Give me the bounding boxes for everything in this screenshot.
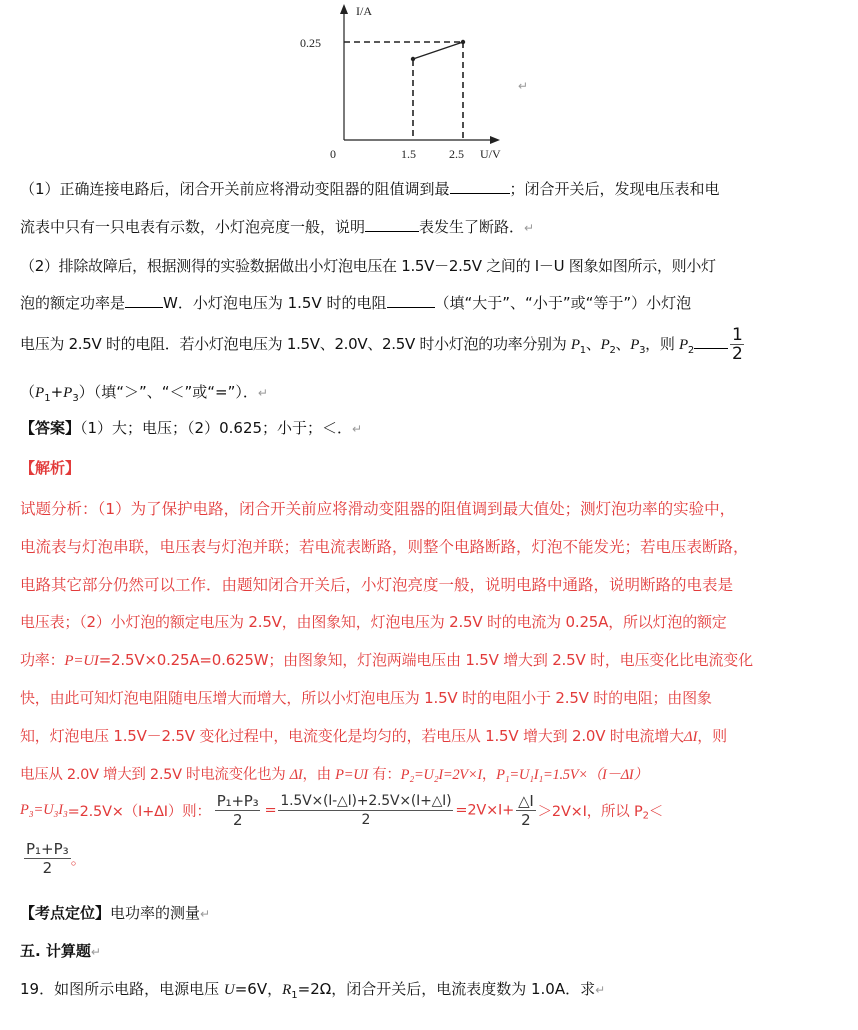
- q2-then: ，则: [645, 335, 680, 353]
- q1-return-mark: ↵: [524, 221, 535, 235]
- analysis-frac-3: [516, 792, 536, 829]
- q2-line1: [20, 255, 716, 276]
- q1-line1: [20, 178, 720, 199]
- analysis-line-1: 试题分析：（1）为了保护电路，闭合开关前应将滑动变阻器的阻值调到最大值处；测灯泡功率的实验中，: [20, 500, 736, 518]
- q2-p1: P: [570, 337, 580, 353]
- point-2-5: [461, 40, 465, 44]
- q2-line3: [20, 326, 744, 363]
- analysis-l8-a: 电压从 2.0V 增大到 2.5V 时电流变化也为: [20, 767, 290, 783]
- q2-line4-p1-sub: 1: [44, 393, 51, 404]
- analysis-l8-b: ，由: [302, 767, 336, 783]
- analysis-l9-d: ＜: [648, 804, 664, 820]
- q2-line4-p3: P: [63, 385, 73, 401]
- q2-p3: P: [630, 337, 640, 353]
- analysis-l9-b: =2V×I+: [455, 802, 515, 819]
- q2-blank-3: [694, 334, 728, 349]
- analysis-l5-formula: P=UI: [64, 653, 99, 669]
- q2-sep1: 、: [585, 335, 601, 353]
- analysis-l8-delta: ΔI: [289, 767, 303, 783]
- analysis-eq: =: [264, 802, 277, 819]
- analysis-l9-c: ＞2V×I，所以 P: [537, 804, 643, 820]
- kaodian-text: 电功率的测量: [110, 904, 201, 922]
- q2-line3-text-group: [20, 333, 728, 356]
- point-1-5: [411, 57, 415, 61]
- answer-label: 【答案】: [20, 419, 81, 437]
- q1-line1-text-a: （1）正确连接电路后，闭合开关前应将滑动变阻器的阻值调到最: [20, 180, 450, 198]
- analysis-line-9: [20, 792, 663, 829]
- analysis-l8-pui: P=UI: [335, 767, 368, 783]
- x-tick-label-1-5: 1.5: [401, 147, 416, 161]
- q2-p2b: P: [679, 337, 688, 353]
- kaodian-label: 【考点定位】: [20, 904, 111, 922]
- analysis-l8-c: 有：: [367, 767, 401, 783]
- q2-p2-sub: 2: [609, 345, 616, 356]
- analysis-frac-3-den: 2: [521, 811, 531, 829]
- q2-half-num: 1: [731, 325, 743, 345]
- answer-return-mark: ↵: [352, 422, 363, 436]
- q19-text-b: =6V，: [234, 980, 283, 998]
- q2-line4-plus: +: [50, 383, 64, 401]
- q2-line1-text: （2）排除故障后，根据测得的实验数据做出小灯泡电压在 1.5V－2.5V 之间的 I－U 图象如图所示，则小灯: [20, 257, 716, 275]
- analysis-l7-a: 知，灯泡电压 1.5V－2.5V 变化过程中，电流变化是均匀的，若电压从 1.5V 增大到 2.0V 时电流增大: [20, 727, 684, 745]
- section-title: 五. 计算题: [20, 942, 91, 960]
- x-axis-arrow: [490, 136, 500, 144]
- analysis-title: 【解析】: [20, 459, 81, 477]
- analysis-frac-1: [215, 792, 261, 829]
- y-axis-arrow: [340, 4, 348, 14]
- q2-line2-text-a: 泡的额定功率是: [20, 294, 126, 312]
- analysis-frac-3-num: △I: [518, 792, 534, 810]
- q1-line2: [20, 216, 534, 237]
- q2-blank-2: [387, 293, 435, 308]
- q19-return-mark: ↵: [595, 983, 606, 997]
- analysis-line-7: [20, 725, 727, 746]
- return-mark: ↵: [518, 79, 529, 93]
- analysis-l5-a: 功率：: [20, 651, 65, 669]
- q2-p2b-sub: 2: [687, 345, 694, 356]
- q2-line4: [20, 381, 268, 404]
- q19-line: [20, 978, 605, 1001]
- q2-p3-sub: 3: [639, 345, 646, 356]
- analysis-line-5: [20, 649, 753, 670]
- analysis-frac-2-den: 2: [361, 812, 371, 828]
- kaodian-return-mark: ↵: [200, 907, 211, 921]
- analysis-l7-delta: ΔI: [683, 729, 698, 745]
- analysis-line-8: [20, 763, 648, 784]
- section-return-mark: ↵: [90, 945, 101, 959]
- analysis-l8-p2: P₂=U₂I=2V×I: [400, 767, 482, 783]
- y-tick-label: 0.25: [300, 36, 321, 50]
- q2-line3-text-a: 电压为 2.5V 时的电阻．若小灯泡电压为 1.5V、2.0V、2.5V 时小灯泡的功率分别为: [20, 335, 571, 353]
- answer-text: （1）大；电压；（2）0.625；小于；＜．: [80, 419, 353, 437]
- analysis-line-2: 电流表与灯泡串联，电压表与灯泡并联；若电流表断路，则整个电路断路，灯泡不能发光；若电压表断路，: [20, 538, 749, 556]
- q2-line2: [20, 292, 691, 313]
- q2-half-den: 2: [731, 344, 743, 364]
- q2-sep2: 、: [615, 335, 631, 353]
- q1-blank-1: [450, 179, 510, 194]
- q1-line1-text-b: ；闭合开关后，发现电压表和电: [509, 180, 720, 198]
- q19-text-a: 19．如图所示电路，电源电压: [20, 980, 224, 998]
- analysis-line-10: [24, 840, 86, 877]
- origin-label: 0: [330, 147, 336, 161]
- analysis-end: 。: [70, 850, 86, 868]
- section-title-line: [20, 940, 101, 961]
- q2-p2: P: [600, 337, 610, 353]
- q2-half-fraction: [730, 326, 745, 363]
- q19-r-sub: 1: [291, 990, 298, 1001]
- q1-line2-text-b: 表发生了断路．: [419, 218, 525, 236]
- analysis-l9-c-sub: 2: [642, 810, 649, 822]
- q2-line4-text-b: ）（填“＞”、“＜”或“=”）．: [78, 383, 258, 401]
- kaodian-line: [20, 902, 210, 923]
- analysis-line-3: 电路其它部分仍然可以工作．由题知闭合开关后，小灯泡亮度一般，说明电路中通路，说明断路的电表是: [20, 576, 734, 594]
- q2-line2-text-c: （填“大于”、“小于”或“等于”）小灯泡: [434, 294, 692, 312]
- q2-return-mark: ↵: [257, 386, 268, 400]
- analysis-line-6: 快，由此可知灯泡电阻随电压增大而增大，所以小灯泡电压为 1.5V 时的电阻小于 2.5V 时的电阻；由图象: [20, 689, 712, 707]
- analysis-frac-2: [278, 792, 453, 829]
- q2-line4-open: （: [20, 383, 36, 401]
- q2-line2-text-b: W．小灯泡电压为 1.5V 时的电阻: [163, 294, 387, 312]
- answer-line: [20, 417, 362, 438]
- q19-text-c: =2Ω，闭合开关后，电流表度数为 1.0A．求: [297, 980, 596, 998]
- analysis-frac-4-num: P₁+P₃: [26, 840, 69, 858]
- q19-u: U: [223, 982, 235, 998]
- analysis-l9-a: =2.5V×（I+ΔI）则：: [67, 804, 211, 820]
- analysis-l7-b: ，则: [697, 727, 727, 745]
- analysis-frac-4-den: 2: [42, 859, 53, 877]
- q2-line4-p3-sub: 3: [72, 393, 79, 404]
- y-axis-label: I/A: [356, 4, 372, 18]
- analysis-l8-d: ，: [481, 767, 497, 783]
- analysis-frac-4: [24, 840, 71, 877]
- analysis-frac-1-den: 2: [232, 811, 243, 829]
- analysis-l8-p1: P₁=U₁I₁=1.5V×（I－ΔI）: [496, 767, 648, 783]
- analysis-l5-b: =2.5V×0.25A=0.625W；由图象知，灯泡两端电压由 1.5V 增大到 2.5V 时，电压变化比电流变化: [98, 651, 753, 669]
- q1-line2-text-a: 流表中只有一只电表有示数，小灯泡亮度一般，说明: [20, 218, 366, 236]
- q1-blank-2: [365, 217, 419, 232]
- analysis-line-4: 电压表；（2）小灯泡的额定电压为 2.5V，由图象知，灯泡电压为 2.5V 时的电流为 0.25A，所以灯泡的额定: [20, 613, 727, 631]
- x-tick-label-2-5: 2.5: [449, 147, 464, 161]
- analysis-frac-1-num: P₁+P₃: [216, 792, 259, 810]
- x-axis-label: U/V: [480, 147, 501, 161]
- analysis-l9-p3: P₃=U₃I₃: [20, 802, 68, 818]
- q19-r: R: [282, 982, 292, 998]
- i-u-graph: [0, 0, 540, 170]
- q2-blank-1: [125, 293, 163, 308]
- analysis-frac-2-num: 1.5V×(I-△I)+2.5V×(I+△I): [280, 793, 452, 809]
- q2-line4-p1: P: [35, 385, 45, 401]
- curve-segment: [413, 42, 463, 59]
- q2-p1-sub: 1: [579, 345, 586, 356]
